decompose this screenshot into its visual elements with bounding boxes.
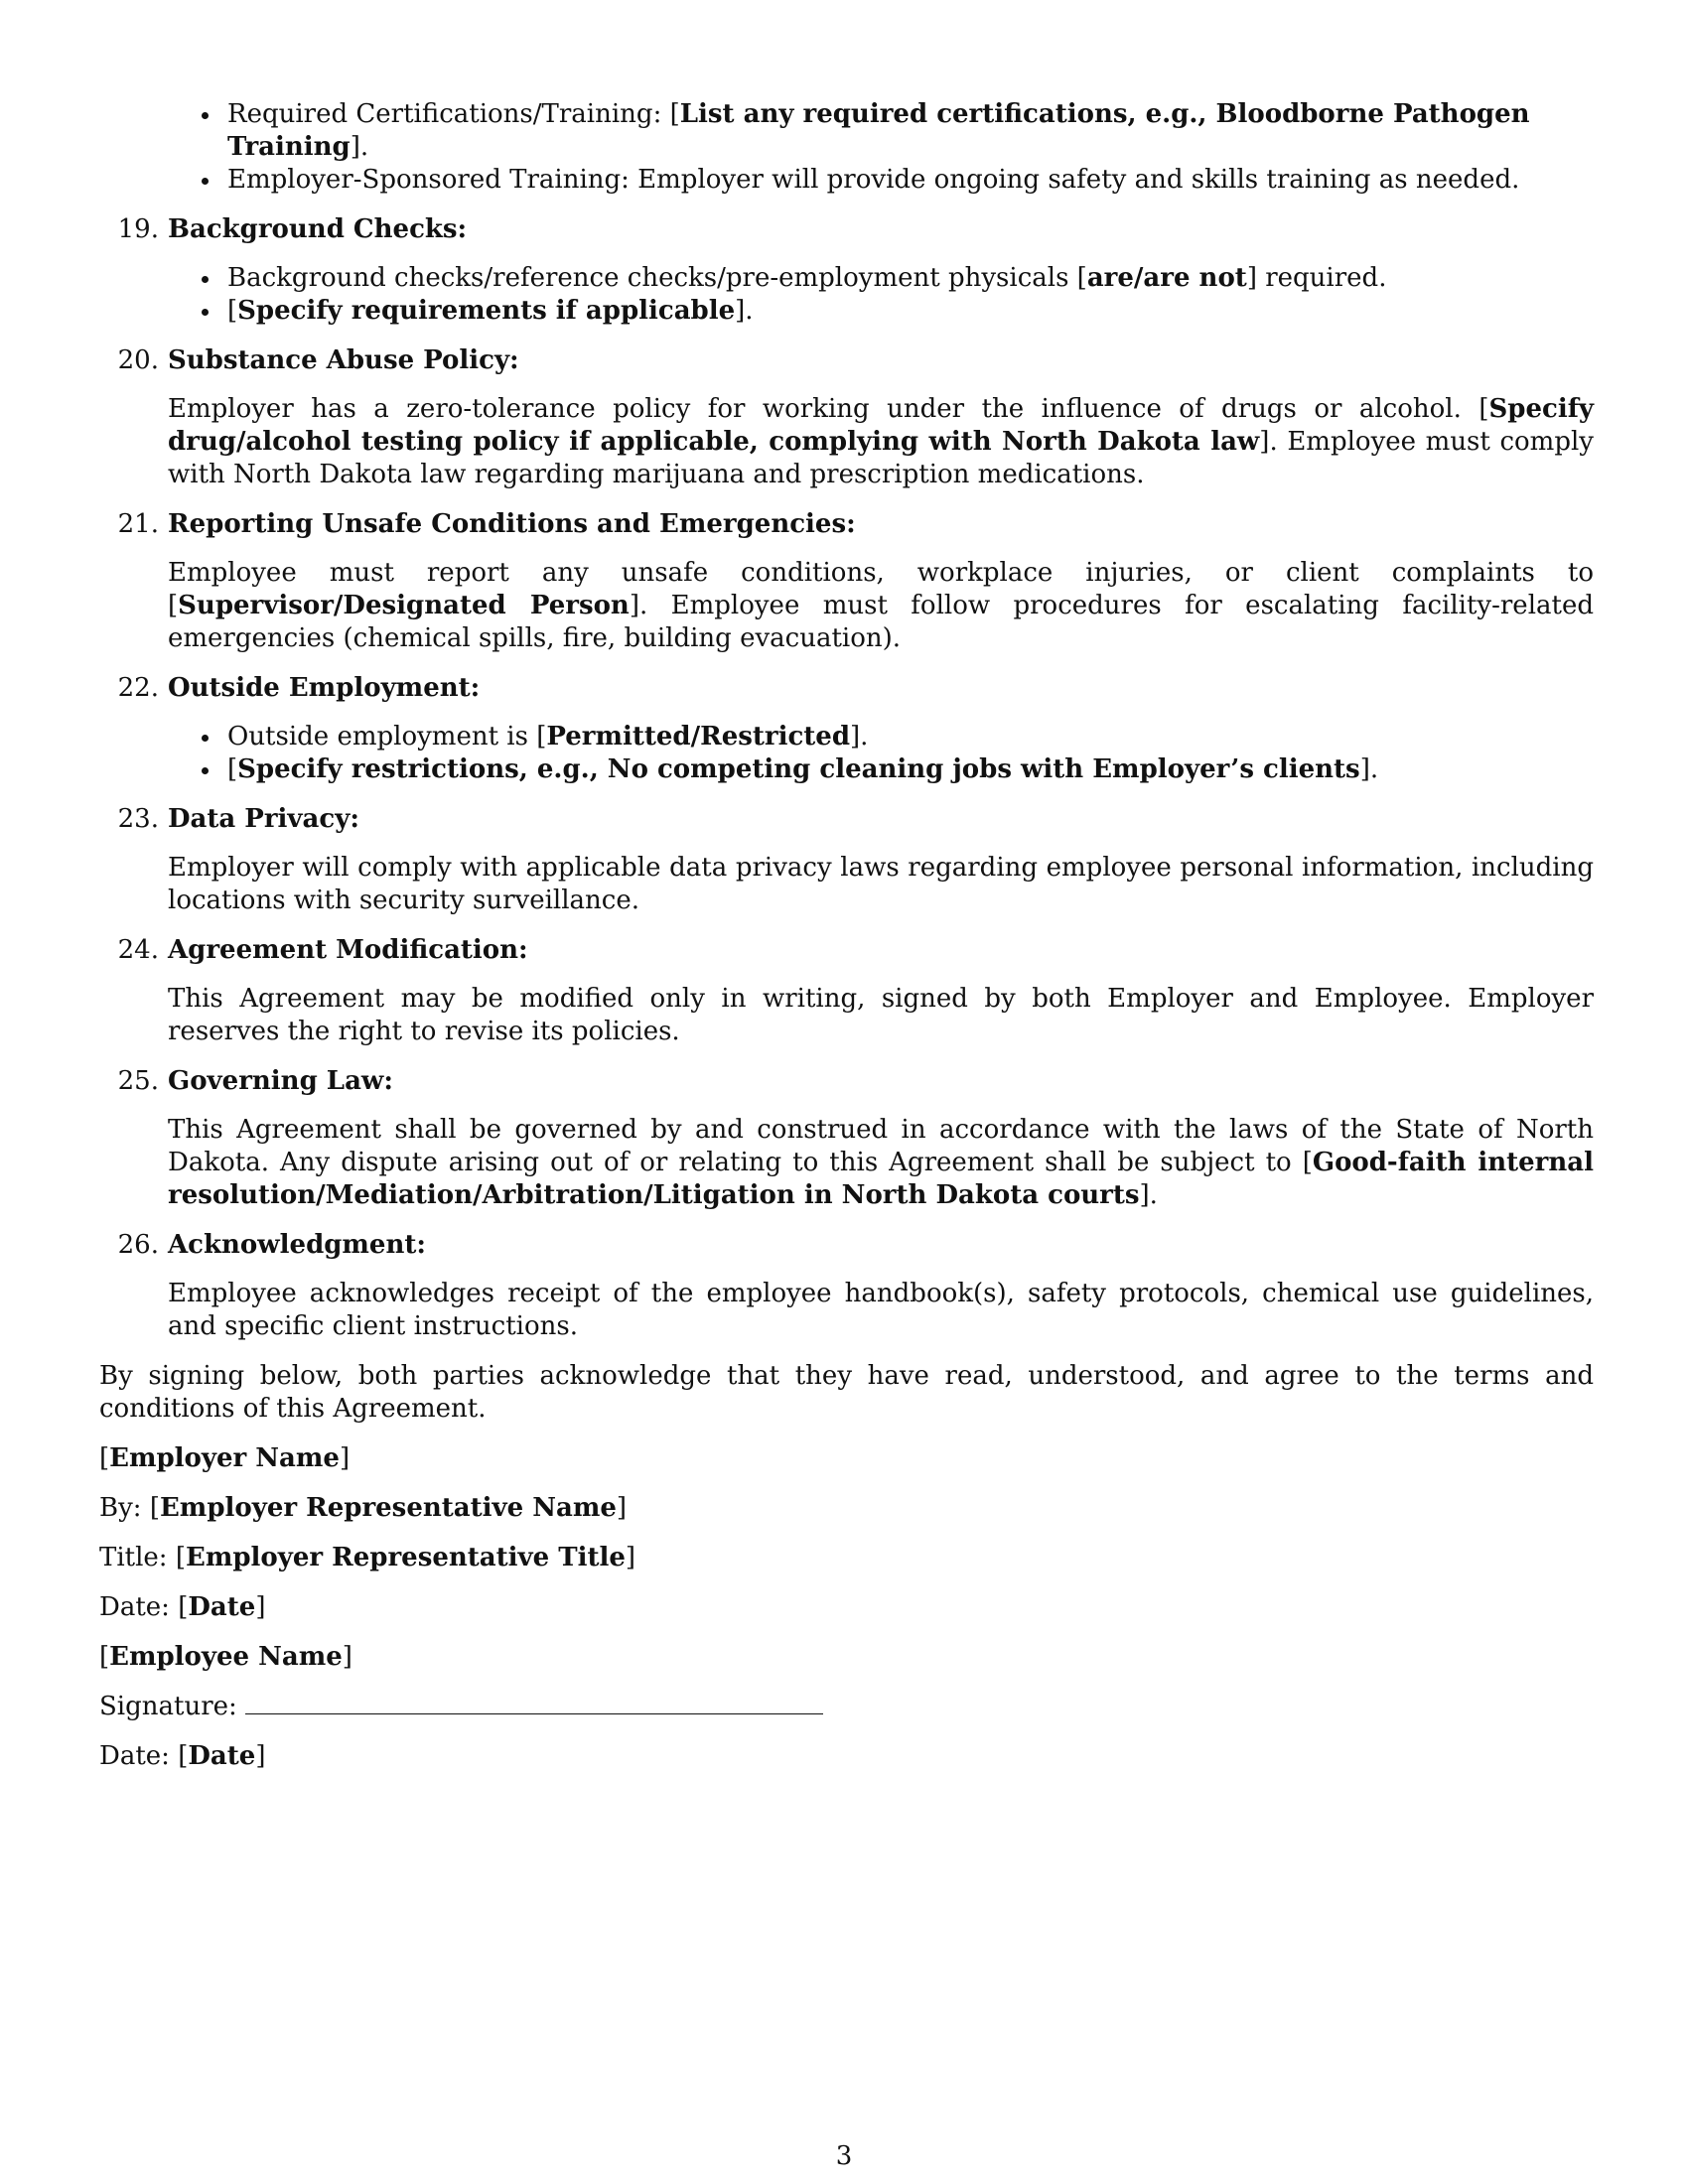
section-background-checks [99, 213, 1594, 328]
section-body: Employee must report any unsafe conditions, workplace injuries, or client complaints to [Supervisor/Designated Person]. Employee must follow procedures for escalating facility-related emergencies (chemical spills, fire, building evacuation). [168, 558, 1594, 653]
signature-blank-field[interactable] [245, 1694, 823, 1714]
closing-statement: By signing below, both parties acknowledge that they have read, understood, and agree to the terms and conditions of this Agreement. [99, 1361, 1594, 1424]
section-title: Data Privacy: [168, 804, 359, 834]
section-number: 20. [117, 345, 159, 375]
section-title: Substance Abuse Policy: [168, 345, 519, 375]
section-title: Background Checks: [168, 214, 468, 244]
list-item: [Specify restrictions, e.g., No competing cleaning jobs with Employer’s clients]. [31, 753, 1594, 786]
bullet-icon [202, 178, 209, 185]
section-body: Employee acknowledges receipt of the employee handbook(s), safety protocols, chemical use guidelines, and specific client instructions. [168, 1279, 1594, 1341]
section-acknowledgment [99, 1229, 1594, 1343]
list-item: Required Certifications/Training: [List any required certifications, e.g., Bloodborne Pathogen Training]. [99, 98, 1594, 164]
bullet-icon [202, 767, 209, 774]
section-body: Employer has a zero-tolerance policy for working under the influence of drugs or alcohol. [Specify drug/alcohol testing policy if applicable, complying with North Dakota law]. Employee must comply with North Dakota law regarding marijuana and prescription medications. [168, 394, 1594, 489]
employer-title-line: Title: [Employer Representative Title] [99, 1543, 636, 1572]
bullet-icon [202, 276, 209, 283]
employer-representative-line: By: [Employer Representative Name] [99, 1493, 628, 1523]
section-number: 19. [117, 214, 159, 244]
section-body: This Agreement shall be governed by and construed in accordance with the laws of the State of North Dakota. Any dispute arising out of or relating to this Agreement shall be subject to [Good-faith internal resolution/Mediation/Arbitration/Litigation in North Dakota courts]. [168, 1115, 1595, 1210]
training-bullets [99, 98, 1594, 197]
employer-name-line: [Employer Name] [99, 1443, 351, 1473]
document-content [99, 98, 1594, 1773]
section-title: Outside Employment: [168, 673, 481, 703]
bullet-icon [202, 309, 209, 316]
section-governing-law [99, 1065, 1594, 1212]
employer-date-line: Date: [Date] [99, 1592, 266, 1622]
section-number: 25. [117, 1066, 159, 1096]
section-substance-abuse-policy [99, 344, 1594, 491]
section-body: This Agreement may be modified only in writing, signed by both Employer and Employee. Employer reserves the right to revise its policies. [168, 984, 1594, 1046]
section-agreement-modification [99, 934, 1594, 1048]
page-number: 3 [835, 2141, 853, 2171]
section-title: Reporting Unsafe Conditions and Emergencies: [168, 509, 856, 539]
section-number: 26. [117, 1230, 159, 1260]
section-bullets [31, 721, 1594, 786]
employee-name-line: [Employee Name] [99, 1642, 352, 1672]
section-bullets [31, 262, 1594, 328]
list-item: [Specify requirements if applicable]. [31, 295, 1594, 328]
section-number: 23. [117, 804, 159, 834]
employee-date-line: Date: [Date] [99, 1741, 266, 1771]
bullet-icon [202, 112, 209, 119]
section-title: Agreement Modification: [168, 935, 528, 965]
list-item: Employer-Sponsored Training: Employer will provide ongoing safety and skills training as needed. [99, 164, 1594, 197]
section-number: 24. [117, 935, 159, 965]
list-item: Background checks/reference checks/pre-employment physicals [are/are not] required. [31, 262, 1594, 295]
section-data-privacy [99, 803, 1594, 917]
section-number: 22. [117, 673, 159, 703]
list-item: Outside employment is [Permitted/Restricted]. [31, 721, 1594, 753]
section-reporting-unsafe-conditions [99, 508, 1594, 655]
section-body: Employer will comply with applicable data privacy laws regarding employee personal information, including locations with security surveillance. [168, 853, 1594, 915]
section-title: Governing Law: [168, 1066, 393, 1096]
section-number: 21. [117, 509, 159, 539]
bullet-icon [202, 735, 209, 742]
section-outside-employment [99, 672, 1594, 786]
employee-signature-line: Signature: [99, 1691, 1594, 1723]
section-title: Acknowledgment: [168, 1230, 426, 1260]
